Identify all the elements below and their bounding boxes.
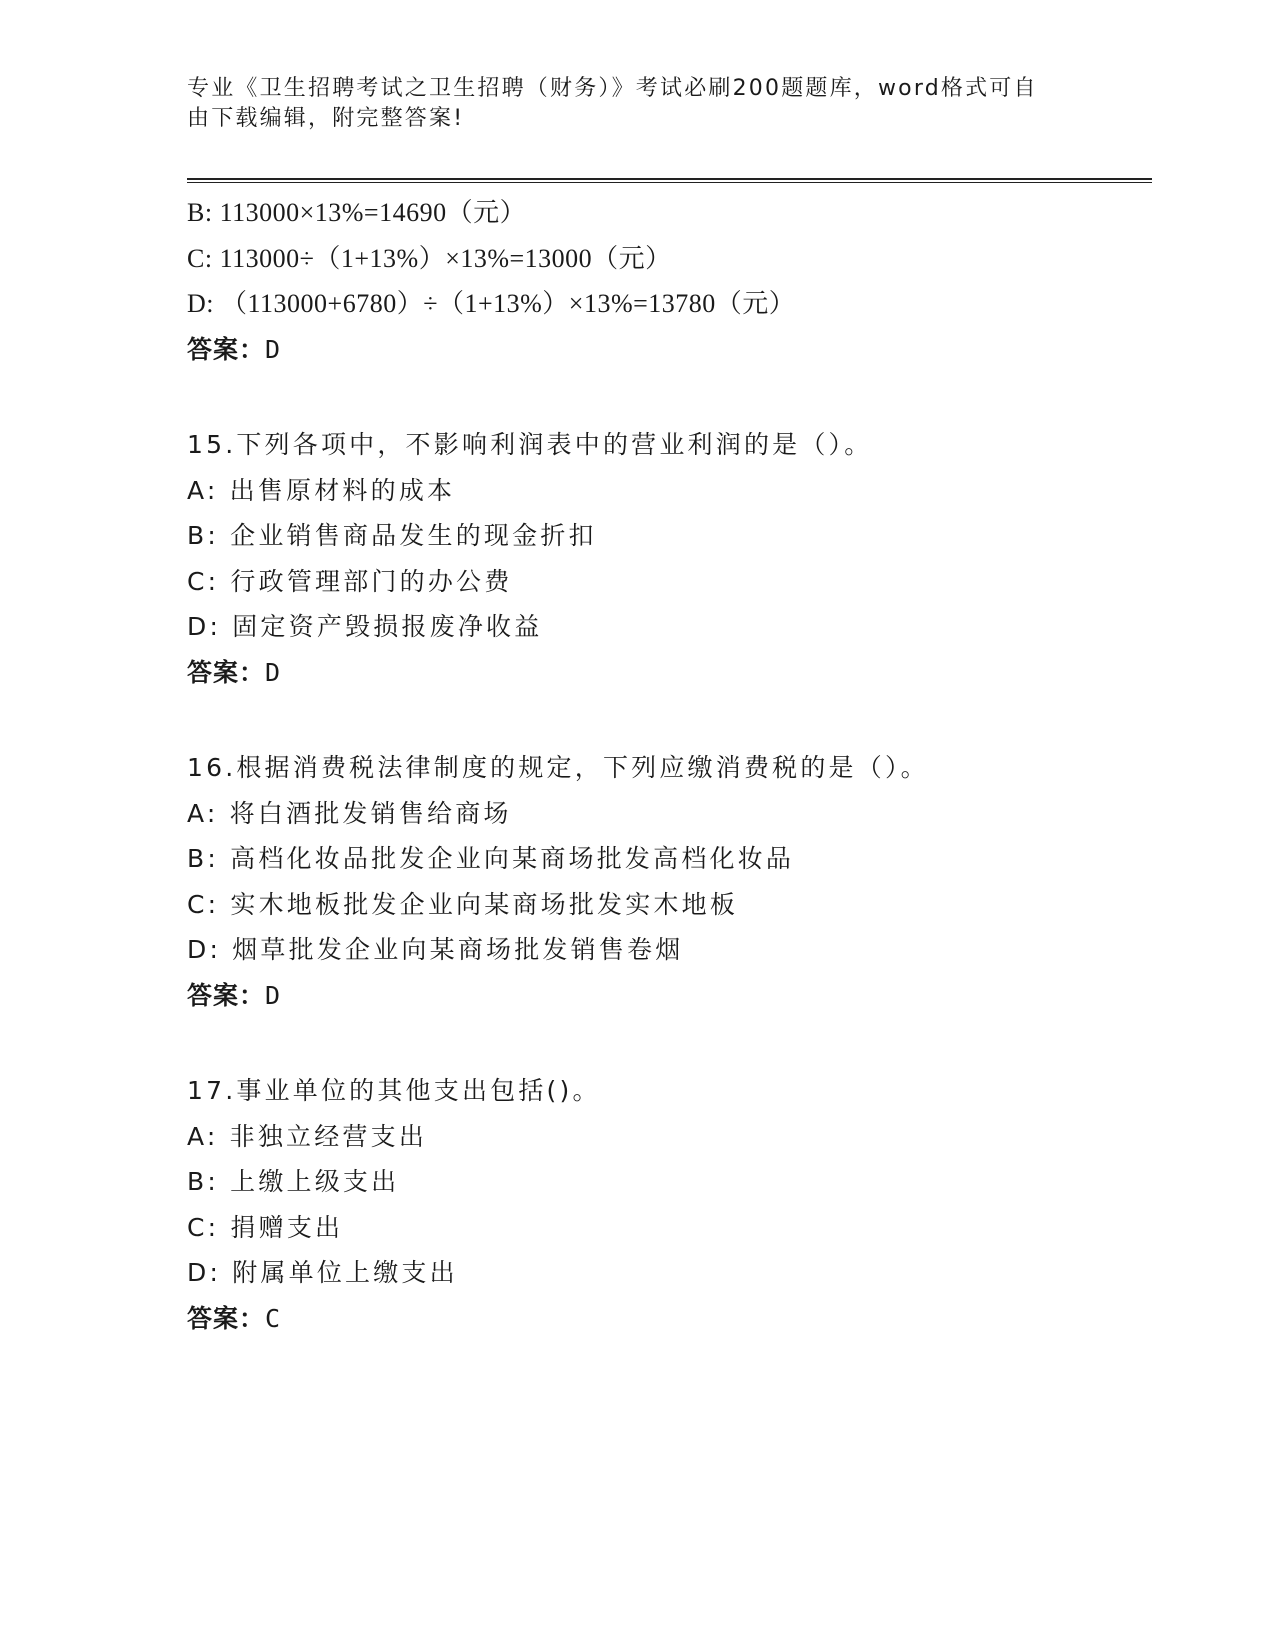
option-b: B: 上缴上级支出 <box>187 1167 400 1196</box>
option-b: B: 高档化妆品批发企业向某商场批发高档化妆品 <box>187 844 795 873</box>
question-17 <box>187 1068 1147 1341</box>
question-stem: 15.下列各项中，不影响利润表中的营业利润的是（）。 <box>187 430 873 459</box>
option-d: D: （113000+6780）÷（1+13%）×13%=13780（元） <box>187 289 796 318</box>
option-c: C: 行政管理部门的办公费 <box>187 566 513 596</box>
option-d: D: 固定资产毁损报废净收益 <box>187 612 543 641</box>
option-d: D: 烟草批发企业向某商场批发销售卷烟 <box>187 935 684 964</box>
answer-line <box>187 1296 1147 1342</box>
answer-line <box>187 327 1147 373</box>
option-b: B: 113000×13%=14690（元） <box>187 198 527 227</box>
header-divider <box>187 178 1152 183</box>
question-stem: 17.事业单位的其他支出包括()。 <box>187 1076 601 1105</box>
option-d: D: 附属单位上缴支出 <box>187 1258 458 1287</box>
option-b: B: 企业销售商品发生的现金折扣 <box>187 521 597 550</box>
answer-line <box>187 973 1147 1019</box>
spacer <box>187 1018 1147 1068</box>
answer-label: 答案： <box>187 1303 266 1333</box>
header-line-1: 专业《卫生招聘考试之卫生招聘（财务）》考试必刷200题题库，word格式可自 <box>187 76 1038 101</box>
header-line-2: 由下载编辑，附完整答案! <box>187 106 465 131</box>
document-header <box>187 74 1067 134</box>
answer-label: 答案： <box>187 657 266 687</box>
answer-label: 答案： <box>187 334 266 364</box>
answer-value: D <box>265 334 283 364</box>
option-c: C: 实木地板批发企业向某商场批发实木地板 <box>187 889 739 919</box>
question-stem: 16.根据消费税法律制度的规定，下列应缴消费税的是（）。 <box>187 753 929 782</box>
option-a: A: 将白酒批发销售给商场 <box>187 798 512 828</box>
question-16 <box>187 745 1147 1018</box>
option-c: C: 捐赠支出 <box>187 1212 344 1242</box>
option-c: C: 113000÷（1+13%）×13%=13000（元） <box>187 243 672 273</box>
answer-label: 答案： <box>187 980 266 1010</box>
option-a: A: 出售原材料的成本 <box>187 475 456 505</box>
question-list <box>187 190 1147 1341</box>
question-15 <box>187 422 1147 695</box>
question-14-continued <box>187 190 1147 372</box>
option-a: A: 非独立经营支出 <box>187 1121 428 1151</box>
answer-line <box>187 650 1147 696</box>
answer-value: D <box>265 657 283 687</box>
spacer <box>187 695 1147 745</box>
spacer <box>187 372 1147 422</box>
answer-value: C <box>265 1303 283 1333</box>
answer-value: D <box>265 980 283 1010</box>
